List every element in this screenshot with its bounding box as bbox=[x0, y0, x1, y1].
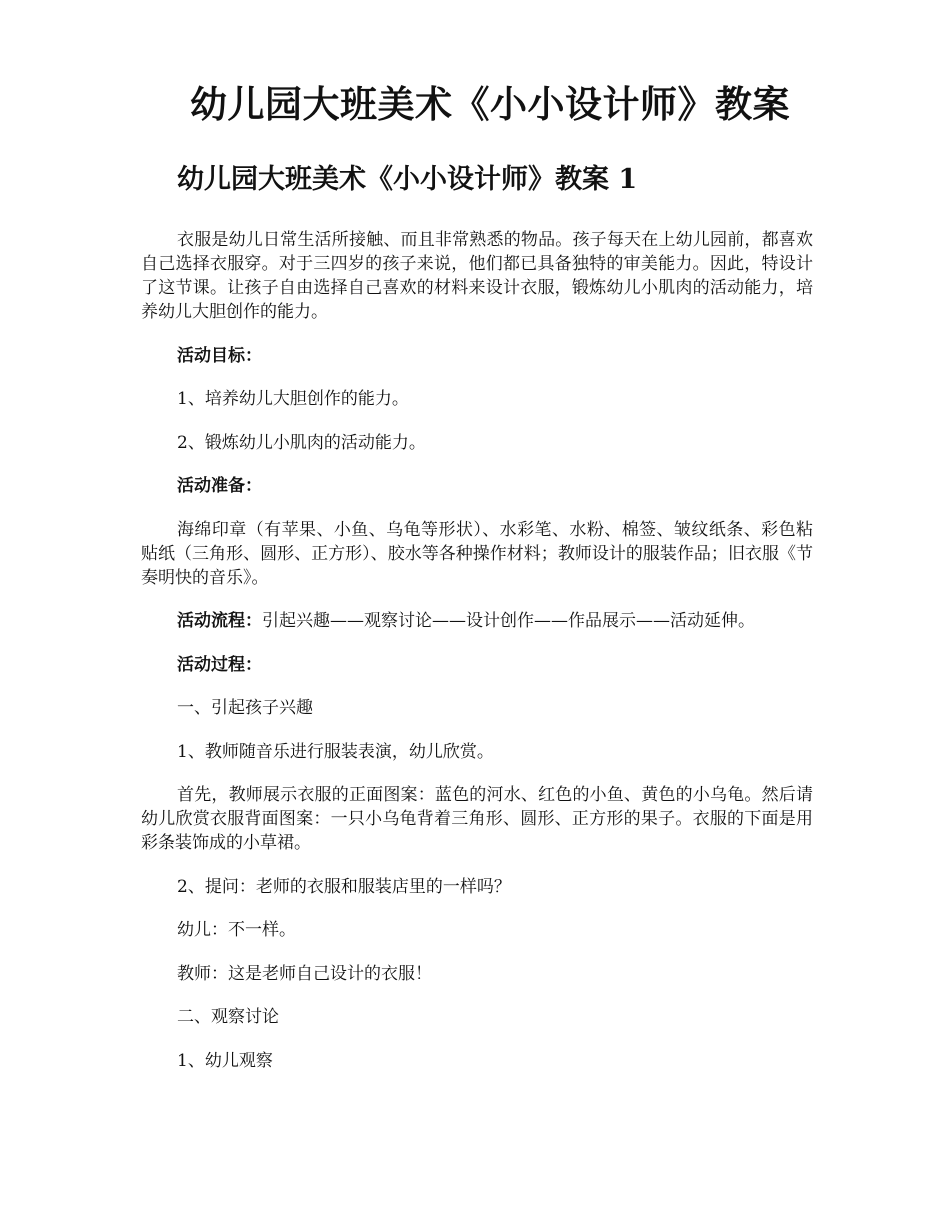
prep-heading: 活动准备： bbox=[177, 476, 262, 496]
flow-label: 活动流程： bbox=[177, 611, 262, 631]
step-one-description: 首先，教师展示衣服的正面图案：蓝色的河水、红色的小鱼、黄色的小乌龟。然后请幼儿欣赏衣服背面图案：一只小乌龟背着三角形、圆形、正方形的果子。衣服的下面是用彩条装饰成的小草裙。 bbox=[141, 785, 813, 853]
prep-paragraph: 海绵印章（有苹果、小鱼、乌龟等形状）、水彩笔、水粉、棉签、皱纹纸条、彩色粘贴纸（三角形、圆形、正方形）、胶水等各种操作材料；教师设计的服装作品；旧衣服《节奏明快的音乐》。 bbox=[141, 519, 813, 588]
step-one-item-1: 1、教师随音乐进行服装表演，幼儿欣赏。 bbox=[177, 741, 494, 762]
flow-paragraph bbox=[141, 609, 813, 633]
intro-paragraph: 衣服是幼儿日常生活所接触、而且非常熟悉的物品。孩子每天在上幼儿园前，都喜欢自己选择衣服穿。对于三四岁的孩子来说，他们都已具备独特的审美能力。因此，特设计了这节课。让孩子自由选择自己喜欢的材料来设计衣服，锻炼幼儿小肌肉的活动能力，培养幼儿大胆创作的能力。 bbox=[141, 230, 813, 322]
section-title: 幼儿园大班美术《小小设计师》教案 1 bbox=[177, 164, 638, 195]
process-heading: 活动过程： bbox=[177, 654, 262, 675]
child-answer: 幼儿：不一样。 bbox=[177, 920, 296, 940]
document-body bbox=[141, 228, 813, 1092]
flow-text: 引起兴趣——观察讨论——设计创作——作品展示——活动延伸。 bbox=[262, 611, 755, 631]
teacher-answer: 教师：这是老师自己设计的衣服！ bbox=[177, 963, 432, 984]
step-one-heading: 一、引起孩子兴趣 bbox=[177, 698, 313, 718]
step-two-item-1: 1、幼儿观察 bbox=[177, 1050, 273, 1071]
goals-heading: 活动目标： bbox=[177, 345, 262, 366]
step-one-item-2: 2、提问：老师的衣服和服装店里的一样吗？ bbox=[177, 876, 511, 897]
goal-item-2: 2、锻炼幼儿小肌肉的活动能力。 bbox=[177, 432, 426, 453]
goal-item-1: 1、培养幼儿大胆创作的能力。 bbox=[177, 389, 409, 409]
step-two-heading: 二、观察讨论 bbox=[177, 1007, 279, 1027]
document-title: 幼儿园大班美术《小小设计师》教案 bbox=[190, 82, 790, 126]
